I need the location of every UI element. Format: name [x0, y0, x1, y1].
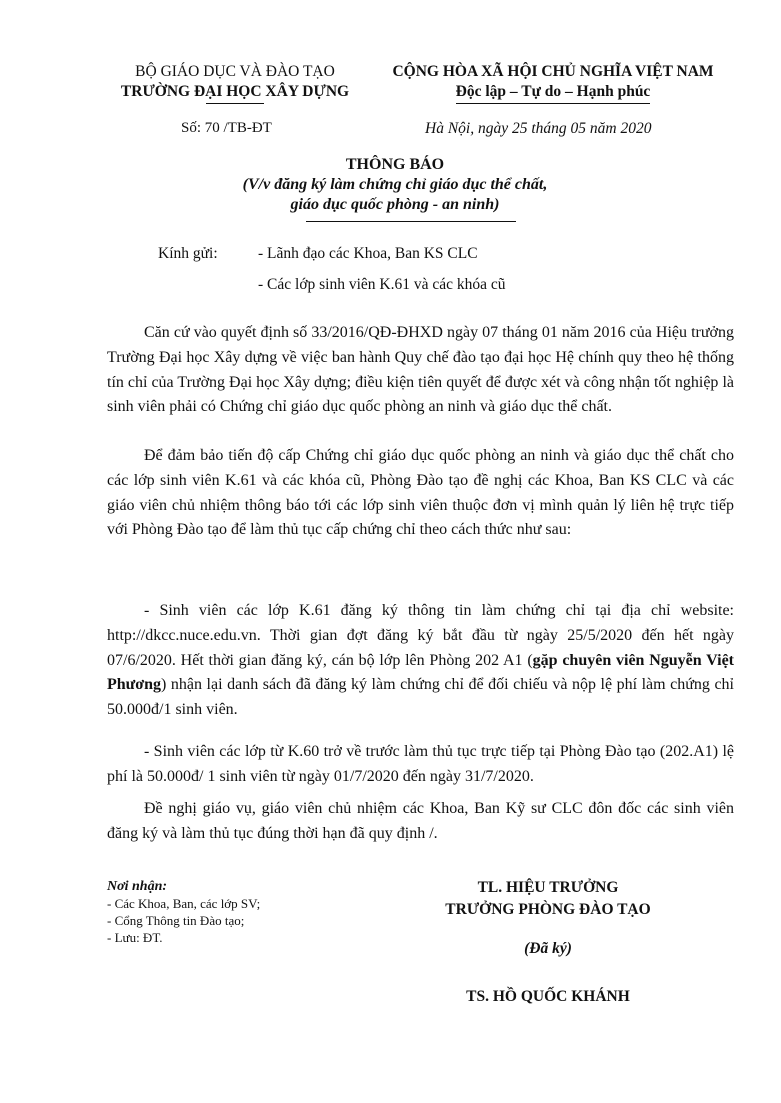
paragraph-text — [107, 599, 734, 723]
noi-nhan-label: Nơi nhận: — [107, 879, 168, 894]
paragraph-text: Đề nghị giáo vụ, giáo viên chủ nhiệm các Khoa, Ban Kỹ sư CLC đôn đốc các sinh viên đăng ký và làm thủ tục đúng thời hạn đã quy định /. — [107, 800, 734, 842]
notice-heading: THÔNG BÁO — [345, 156, 445, 173]
noi-nhan-item: - Các Khoa, Ban, các lớp SV; — [107, 896, 261, 911]
university-name-text: TRƯỜNG ĐẠI HỌC XÂY DỰNG — [120, 83, 350, 100]
motto-underline — [456, 103, 651, 104]
paragraph-part: - Sinh viên các lớp K.61 đăng ký thông tin làm chứng chỉ tại địa chỉ website: http://dkcc.nuce.edu.vn. Thời gian đợt đăng ký bắt đầu từ ngày 25/5/2020 đến hết ngày 07/6/2020. Hết thời gian đăng ký, cán bộ lớp lên Phòng 202 A1 ( — [107, 602, 734, 669]
body-paragraph-2 — [107, 444, 734, 543]
noi-nhan-item: - Lưu: ĐT. — [107, 930, 163, 945]
motto — [368, 82, 738, 102]
issuer-block — [100, 62, 370, 102]
recipient-item: - Lãnh đạo các Khoa, Ban KS CLC — [258, 245, 478, 262]
motto-text: Độc lập – Tự do – Hạnh phúc — [455, 83, 651, 100]
recipient-item: - Các lớp sinh viên K.61 và các khóa cũ — [258, 276, 506, 293]
signed-note: (Đã ký) — [524, 940, 572, 957]
paragraph-text: Căn cứ vào quyết định số 33/2016/QĐ-ĐHXD ngày 07 tháng 01 năm 2016 của Hiệu trưởng Trường Đại học Xây dựng về việc ban hành Quy chế đào tạo đại học Hệ chính quy theo hệ thống tín chỉ của Trường Đại học Xây dựng; điều kiện tiên quyết để được xét và công nhận tốt nghiệp là sinh viên phải có Chứng chỉ giáo dục quốc phòng an ninh và giáo dục thể chất. — [107, 324, 734, 416]
subject-line-2: giáo dục quốc phòng - an ninh) — [290, 196, 500, 213]
subject-line-1: (V/v đăng ký làm chứng chỉ giáo dục thể chất, — [242, 176, 548, 193]
recipients-label: Kính gửi: — [158, 245, 218, 262]
university-name — [100, 82, 370, 102]
body-paragraph-1 — [107, 321, 734, 420]
body-paragraph-3 — [107, 599, 734, 723]
date-line: Hà Nội, ngày 25 tháng 05 năm 2020 — [425, 120, 652, 137]
contact-person: gặp chuyên viên Nguyễn Việt Phương — [107, 651, 735, 694]
body-paragraph-5 — [107, 797, 734, 847]
document-number: Số: 70 /TB-ĐT — [181, 120, 272, 136]
sign-title-2: TRƯỞNG PHÒNG ĐÀO TẠO — [445, 901, 651, 918]
paragraph-text: Để đảm bảo tiến độ cấp Chứng chỉ giáo dục quốc phòng an ninh và giáo dục thể chất cho các lớp sinh viên K.61 và các khóa cũ, Phòng Đào tạo đề nghị các Khoa, Ban KS CLC và các giáo viên chủ nhiệm thông báo tới các lớp sinh viên thuộc đơn vị mình quản lý liên hệ trực tiếp với Phòng Đào tạo để làm thủ tục cấp chứng chỉ theo cách thức như sau: — [107, 447, 734, 539]
national-header — [368, 62, 738, 102]
university-underline — [206, 103, 264, 104]
republic-name: CỘNG HÒA XÃ HỘI CHỦ NGHĨA VIỆT NAM — [392, 63, 714, 80]
signer-name: TS. HỒ QUỐC KHÁNH — [466, 988, 630, 1005]
paragraph-text: - Sinh viên các lớp từ K.60 trở về trước làm thủ tục trực tiếp tại Phòng Đào tạo (202.A1) lệ phí là 50.000đ/ 1 sinh viên từ ngày 01/7/2020 đến ngày 31/7/2020. — [107, 743, 734, 785]
title-divider — [306, 221, 516, 222]
notice-title-block — [210, 155, 580, 215]
body-paragraph-4 — [107, 740, 734, 790]
paragraph-part: ) nhận lại danh sách đã đăng ký làm chứng chỉ để đối chiếu và nộp lệ phí làm chứng chỉ 50.000đ/1 sinh viên. — [107, 676, 734, 719]
noi-nhan-item: - Cổng Thông tin Đào tạo; — [107, 913, 245, 928]
ministry-name: BỘ GIÁO DỤC VÀ ĐÀO TẠO — [135, 63, 335, 80]
sign-title-1: TL. HIỆU TRƯỞNG — [477, 879, 619, 896]
noi-nhan-block — [107, 878, 357, 946]
